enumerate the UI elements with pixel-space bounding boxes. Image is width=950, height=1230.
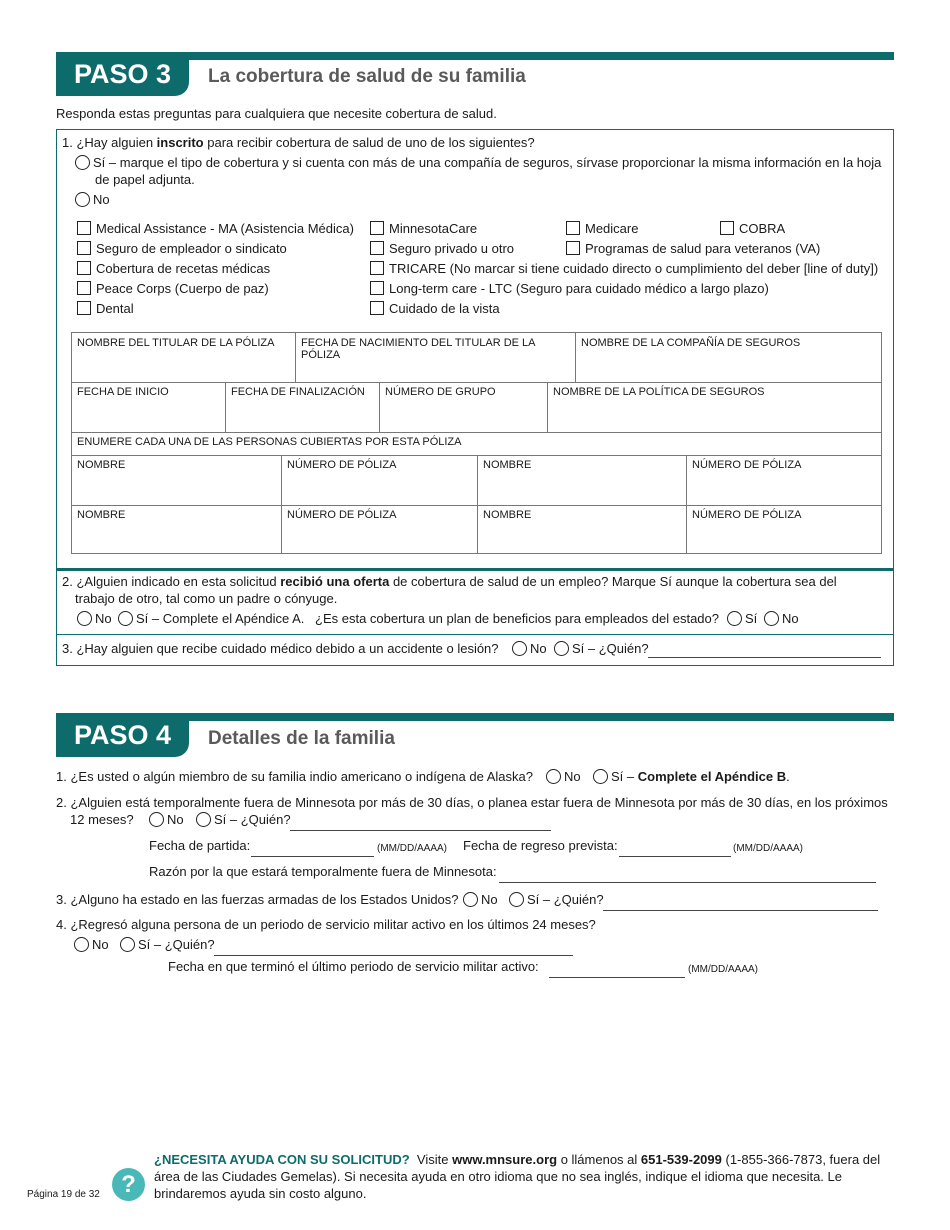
cb-peace-corps[interactable]: Peace Corps (Cuerpo de paz) [77,281,269,296]
cb-medicare[interactable]: Medicare [566,221,638,236]
cb-long-term-care[interactable]: Long-term care - LTC (Seguro para cuidado médico a largo plazo) [370,281,769,296]
cb-veterans[interactable]: Programas de salud para veteranos (VA) [566,241,820,256]
p4-q2-question: 2. ¿Alguien está temporalmente fuera de Minnesota por más de 30 días, o planea estar fuera de Minnesota por más de 30 días, en los próximos [56,795,888,810]
p4-q2-who-input[interactable] [290,830,551,831]
p4-q3-no-option[interactable]: No [463,892,498,907]
p4-q2-no-option[interactable]: No [149,812,184,827]
group-number-field[interactable]: NÚMERO DE GRUPO [380,382,548,432]
p4-q1-si-option[interactable]: Sí – Complete el Apéndice B. [593,769,790,784]
cb-tricare[interactable]: TRICARE (No marcar si tiene cuidado directo o cumplimiento del deber [line of duty]) [370,261,878,276]
start-date-field[interactable]: FECHA DE INICIO [72,382,226,432]
company-field[interactable]: NOMBRE DE LA COMPAÑÍA DE SEGUROS [581,337,801,349]
q2-question: 2. ¿Alguien indicado en esta solicitud recibió una oferta de cobertura de salud de un empleo? Marque Sí aunque la cobertura sea del [62,574,837,589]
q3-who-input[interactable] [648,657,881,658]
q2-state-si[interactable]: Sí [727,611,757,626]
paso4-label: PASO 4 [56,713,189,757]
p4-q2-question-line2: 12 meses? [70,812,134,827]
paso3-title: La cobertura de salud de su familia [208,66,526,87]
q2-question-line2: trabajo de otro, tal como un padre o cónyuge. [75,591,338,606]
q2-state-no[interactable]: No [764,611,799,626]
covered-policy-1[interactable]: NÚMERO DE PÓLIZA [282,455,478,505]
p4-q1-no-option[interactable]: No [546,769,581,784]
help-phone[interactable]: 651-539-2099 [640,1152,722,1167]
cb-dental[interactable]: Dental [77,301,134,316]
cb-medical-assistance[interactable]: Medical Assistance - MA (Asistencia Médica) [77,221,354,236]
q1-no-option[interactable]: No [75,192,110,207]
departure-date-input[interactable] [251,856,374,857]
holder-dob-field[interactable]: FECHA DE NACIMIENTO DEL TITULAR DE LA PÓLIZA [296,333,576,383]
covered-persons-header: ENUMERE CADA UNA DE LAS PERSONAS CUBIERTAS POR ESTA PÓLIZA [77,436,462,448]
return-label: Fecha de regreso prevista: [463,838,618,853]
q3-si-option[interactable]: Sí – ¿Quién? [554,641,649,656]
policy-name-field[interactable]: NOMBRE DE LA POLÍTICA DE SEGUROS [553,386,765,398]
departure-date-format: (MM/DD/AAAA) [377,843,447,854]
return-date-input[interactable] [619,856,731,857]
cb-vision[interactable]: Cuidado de la vista [370,301,500,316]
help-title: ¿NECESITA AYUDA CON SU SOLICITUD? [154,1152,410,1167]
q3-question: 3. ¿Hay alguien que recibe cuidado médico debido a un accidente o lesión? [62,641,499,656]
q2-si-option[interactable]: Sí – Complete el Apéndice A. [118,611,304,626]
end-date-field[interactable]: FECHA DE FINALIZACIÓN [226,382,380,432]
policy-grid [71,332,882,554]
p4-q4-si-option[interactable]: Sí – ¿Quién? [120,937,215,952]
covered-name-4[interactable]: NOMBRE [478,505,687,553]
p4-q3-question: 3. ¿Alguno ha estado en las fuerzas armadas de los Estados Unidos? [56,892,459,907]
q1-si-radio[interactable] [75,155,90,170]
p4-q2-si-option[interactable]: Sí – ¿Quién? [196,812,291,827]
q2-state-question: ¿Es esta cobertura un plan de beneficios para empleados del estado? [315,611,719,626]
q3-no-option[interactable]: No [512,641,547,656]
help-text: ¿NECESITA AYUDA CON SU SOLICITUD? Visite www.mnsure.org o llámenos al 651-539-2099 (1-855-366-7873, fuera del área de las Ciudades Gemelas). Si necesita ayuda en otro idioma que no sea inglés, indique el idioma que necesita. Le brindaremos ayuda sin costo alguno. [154,1152,881,1201]
departure-label: Fecha de partida: [149,838,251,853]
q2-no-option[interactable]: No [77,611,112,626]
q3-divider [56,634,894,635]
cb-employer[interactable]: Seguro de empleador o sindicato [77,241,287,256]
covered-name-1[interactable]: NOMBRE [72,455,282,505]
covered-policy-3[interactable]: NÚMERO DE PÓLIZA [282,505,478,553]
cb-cobra[interactable]: COBRA [720,221,785,236]
cb-minnesotacare[interactable]: MinnesotaCare [370,221,477,236]
covered-policy-2[interactable]: NÚMERO DE PÓLIZA [692,459,802,471]
page-number: Página 19 de 32 [27,1189,100,1200]
p4-q1-question: 1. ¿Es usted o algún miembro de su familia indio americano o indígena de Alaska? [56,769,533,784]
service-end-date-format: (MM/DD/AAAA) [688,964,758,975]
service-end-date-input[interactable] [549,977,685,978]
cb-prescription[interactable]: Cobertura de recetas médicas [77,261,270,276]
service-end-label: Fecha en que terminó el último periodo de servicio militar activo: [168,959,539,974]
q1-question: 1. ¿Hay alguien inscrito para recibir cobertura de salud de uno de los siguientes? [62,135,535,150]
return-date-format: (MM/DD/AAAA) [733,843,803,854]
covered-name-2[interactable]: NOMBRE [478,455,687,505]
cb-private[interactable]: Seguro privado u otro [370,241,514,256]
reason-label: Razón por la que estará temporalmente fuera de Minnesota: [149,864,497,879]
reason-input[interactable] [499,882,876,883]
paso3-intro: Responda estas preguntas para cualquiera que necesite cobertura de salud. [56,106,497,121]
paso3-label: PASO 3 [56,52,189,96]
covered-policy-4[interactable]: NÚMERO DE PÓLIZA [692,509,802,521]
p4-q4-who-input[interactable] [214,955,573,956]
p4-q4-question: 4. ¿Regresó alguna persona de un periodo de servicio militar activo en los últimos 24 meses? [56,917,596,932]
covered-name-3[interactable]: NOMBRE [72,505,282,553]
q1-si-line2: de papel adjunta. [95,172,195,187]
p4-q4-no-option[interactable]: No [74,937,109,952]
p4-q3-who-input[interactable] [603,910,878,911]
paso4-title: Detalles de la familia [208,728,395,749]
q1-no-radio[interactable] [75,192,90,207]
p4-q3-si-option[interactable]: Sí – ¿Quién? [509,892,604,907]
help-url[interactable]: www.mnsure.org [452,1152,558,1167]
q1-si-option[interactable]: Sí – marque el tipo de cobertura y si cuenta con más de una compañía de seguros, sírvase proporcionar la misma información en la hoja [75,155,881,170]
help-icon: ? [112,1168,145,1201]
holder-name-field[interactable]: NOMBRE DEL TITULAR DE LA PÓLIZA [72,333,296,383]
